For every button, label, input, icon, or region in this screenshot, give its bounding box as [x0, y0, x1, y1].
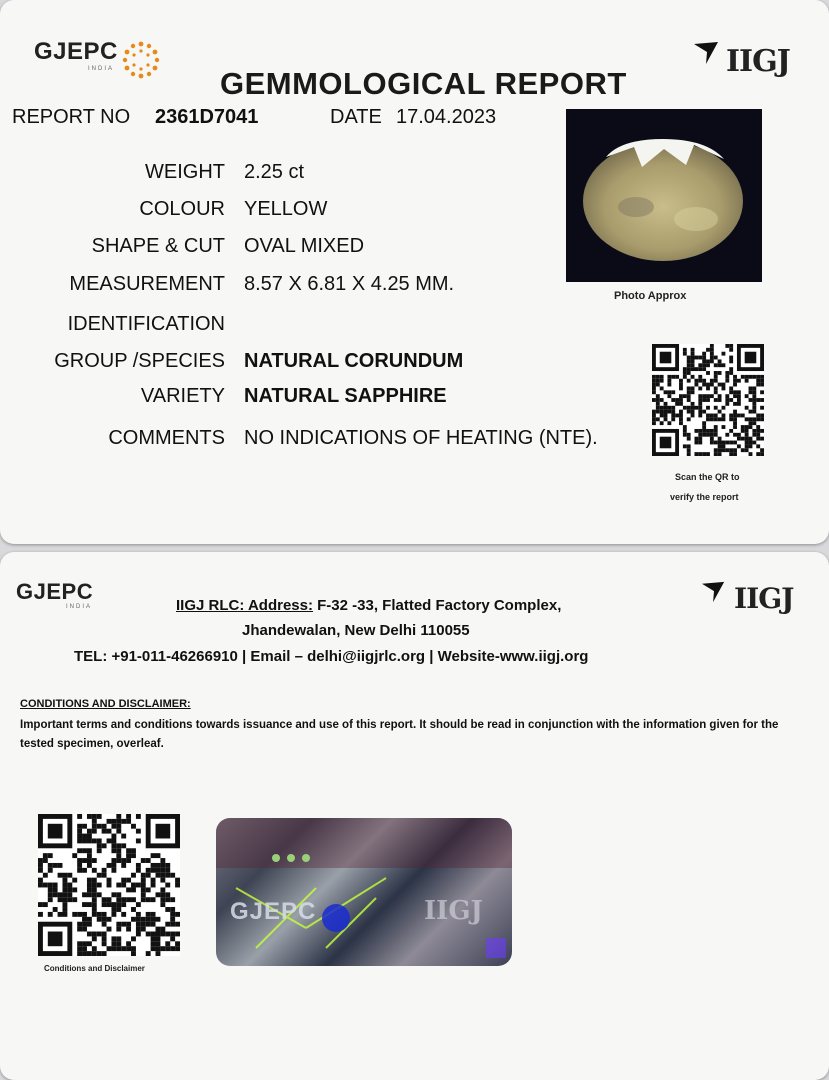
report-no-value: 2361D7041 [155, 106, 259, 128]
hologram-sticker [216, 818, 512, 966]
date-label: DATE [330, 106, 382, 128]
iigj-arrow-icon [692, 40, 722, 66]
qr-caption-line-1: Scan the QR to [675, 472, 740, 482]
gemstone-photo [566, 109, 762, 282]
comments-value: NO INDICATIONS OF HEATING (NTE). [244, 427, 598, 449]
gjepc-logo-text: GJEPC [34, 38, 118, 65]
qr-code-back-icon [38, 814, 180, 956]
iigj-logo-back [700, 568, 793, 615]
gemstone-image [566, 109, 762, 282]
weight-value: 2.25 ct [244, 161, 305, 183]
date-value: 17.04.2023 [396, 106, 497, 128]
comments-label: COMMENTS [108, 427, 225, 449]
qr-caption-line-2: verify the report [670, 492, 739, 502]
gjepc-logo [34, 40, 161, 80]
measurement-label: MEASUREMENT [69, 273, 225, 295]
shape-cut-value: OVAL MIXED [244, 235, 365, 257]
address-line-2: Jhandewalan, New Delhi 110055 [242, 622, 470, 639]
identification-label: IDENTIFICATION [67, 313, 225, 335]
gjepc-logo-back-sub: INDIA [66, 604, 93, 610]
gjepc-logo-back-text: GJEPC [16, 579, 94, 604]
qr-code-icon [652, 344, 764, 456]
iigj-logo [692, 26, 790, 79]
weight-label: WEIGHT [145, 161, 225, 183]
gjepc-flower-icon [121, 40, 161, 80]
address-text-1: F-32 -33, Flatted Factory Complex, [312, 597, 562, 614]
hologram-iigj-text: IIGJ [424, 896, 483, 926]
hologram-pattern [216, 818, 512, 966]
conditions-qr-caption: Conditions and Disclaimer [44, 964, 145, 973]
variety-value: NATURAL SAPPHIRE [244, 385, 447, 407]
shape-cut-label: SHAPE & CUT [91, 235, 225, 257]
contact-line: TEL: +91-011-46266910 | Email – delhi@iigjrlc.org | Website-www.iigj.org [74, 648, 589, 665]
report-title: GEMMOLOGICAL REPORT [220, 66, 627, 101]
group-species-label: GROUP /SPECIES [54, 350, 225, 372]
iigj-arrow-back-icon [700, 580, 728, 604]
iigj-logo-back-text: IIGJ [734, 582, 794, 615]
address-label: IIGJ RLC: Address: [176, 597, 313, 614]
report-back-card [0, 552, 829, 1080]
photo-caption: Photo Approx [614, 290, 687, 302]
iigj-logo-text: IIGJ [726, 44, 790, 79]
measurement-value: 8.57 X 6.81 X 4.25 MM. [244, 273, 455, 295]
conditions-text: Important terms and conditions towards issuance and use of this report. It should be read in conjunction with the information given for the tested specimen, overleaf. [20, 719, 779, 750]
colour-label: COLOUR [139, 198, 225, 220]
group-species-value: NATURAL CORUNDUM [244, 350, 464, 372]
report-no-label: REPORT NO [12, 106, 131, 128]
hologram-gjepc-text: GJEPC [230, 898, 317, 925]
colour-value: YELLOW [244, 198, 328, 220]
conditions-qr-code[interactable] [38, 814, 180, 956]
verify-qr-code[interactable] [652, 344, 764, 456]
gjepc-logo-back [16, 579, 94, 610]
gjepc-logo-sub: INDIA [88, 66, 115, 72]
address-line-1 [176, 597, 561, 614]
variety-label: VARIETY [140, 385, 225, 407]
conditions-title: CONDITIONS AND DISCLAIMER: [20, 698, 191, 710]
